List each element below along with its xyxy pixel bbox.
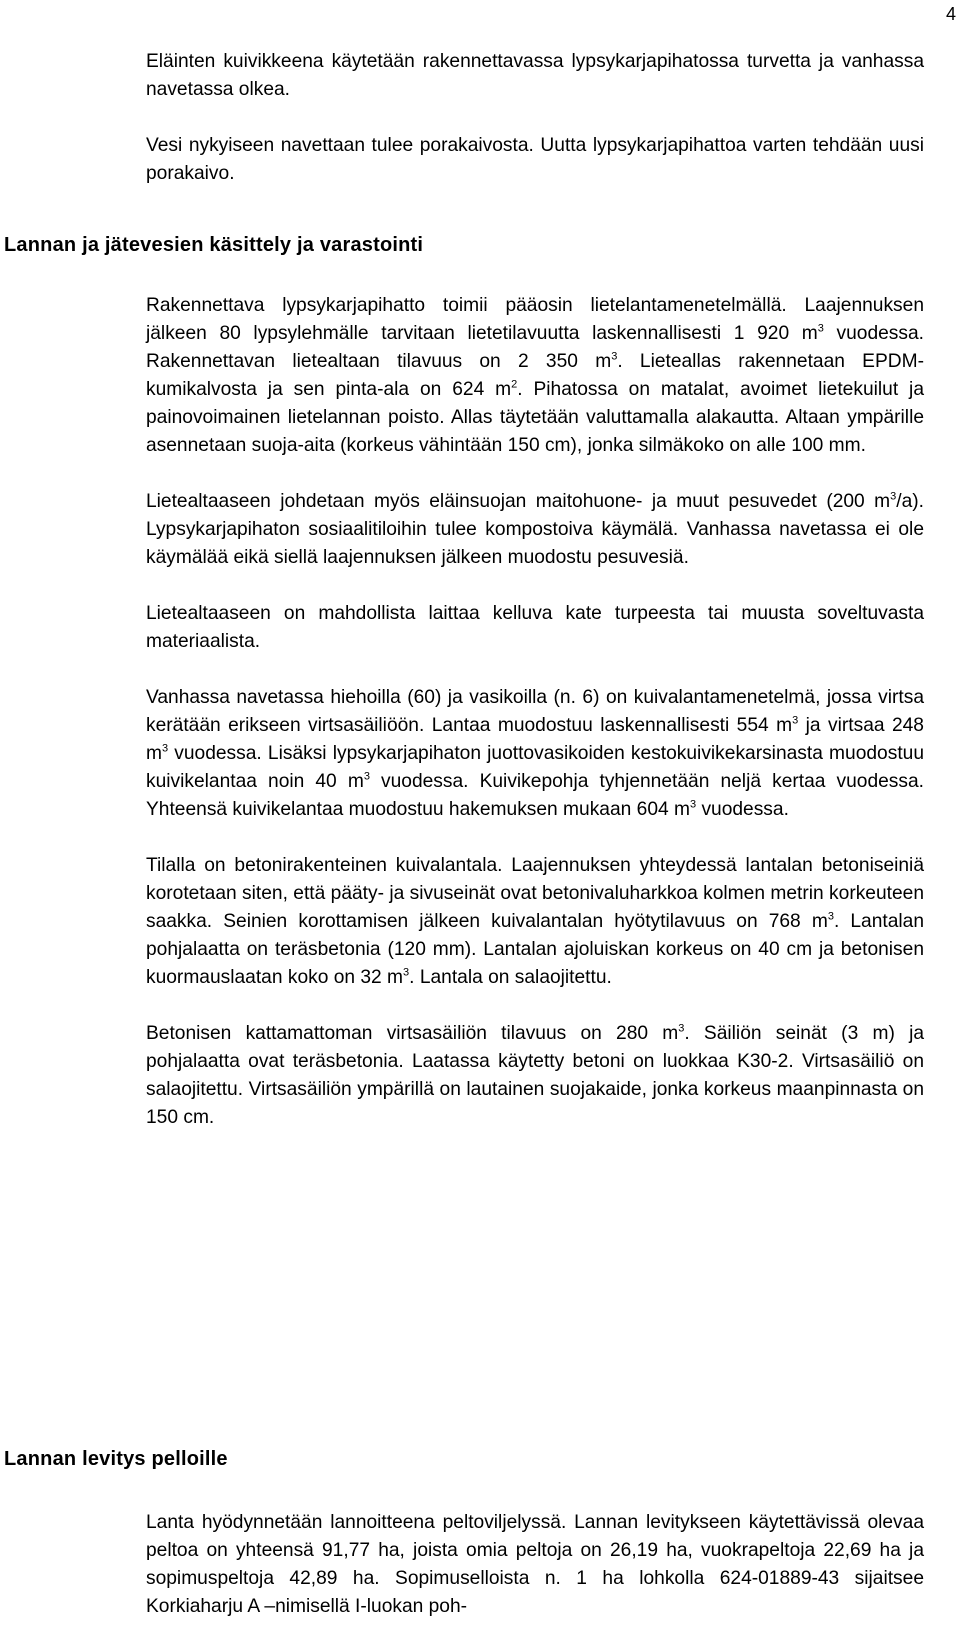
intro-block	[146, 48, 924, 188]
paragraph-bedding: Eläinten kuivikkeena käytetään rakennettavassa lypsykarjapihatossa turvetta ja vanhassa navetassa olkea.	[146, 51, 924, 100]
paragraph-urine-tank: Betonisen kattamattoman virtsasäiliön tilavuus on 280 $m^3$. Säiliön seinät (3 m) ja pohjalaatta ovat teräsbetonia. Laatassa käytetty betoni on luokkaa K30-2. Virtsasäiliö on salaojitettu. Virtsasäiliön ympärillä on lautainen suojakaide, jonka korkeus maanpinnasta on 150 cm.	[146, 1022, 925, 1128]
paragraph-water: Vesi nykyiseen navettaan tulee porakaivosta. Uutta lypsykarjapihattoa varten tehdään uusi porakaivo.	[146, 135, 924, 184]
paragraph-cover: Lietealtaaseen on mahdollista laittaa kelluva kate turpeesta tai muusta soveltuvasta materiaalista.	[146, 603, 924, 652]
paragraph-wastewater: Lietealtaaseen johdetaan myös eläinsuojan maitohuone- ja muut pesuvedet (200 $m^3/a$). Lypsykarjapihaton sosiaalitiloihin tulee kompostoiva käymälä. Vanhassa navetassa ei ole käymälää eikä siellä laajennuksen jälkeen muodostu pesuvesiä.	[146, 490, 924, 568]
page-number: 4	[945, 4, 956, 24]
paragraph-manure-store: Tilalla on betonirakenteinen kuivalantala. Laajennuksen yhteydessä lantalan betoniseiniä korotetaan siten, että pääty- ja sivuseinät ovat betonivaluharkkoa kolmen metrin korkeuteen saakka. Seinien korottamisen jälkeen kuivalantalan hyötytilavuus on 768 $m^3$. Lantalan pohjalaatta on teräsbetonia (120 mm). Lantalan ajoluiskan korkeus on 40 cm ja betonisen kuormauslaatan koko on 32 $m^3$. Lantala on salaojitettu.	[146, 855, 924, 988]
paragraph-dry-manure: Vanhassa navetassa hiehoilla (60) ja vasikoilla (n. 6) on kuivalantamenetelmä, jossa virtsa kerätään erikseen virtsasäiliöön. Lantaa muodostuu laskennallisesti 554 $m^3$ ja virtsaa 248 $m^3$ vuodessa. Lisäksi lypsykarjapihaton juottovasikoiden kestokuivikekarsinasta muodostuu kuivikelantaa noin 40 $m^3$ vuodessa. Kuivikepohja tyhjennetään neljä kertaa vuodessa. Yhteensä kuivikelantaa muodostuu hakemuksen mukaan 604 $m^3$ vuodessa.	[146, 687, 924, 820]
paragraph-slurry: Rakennettava lypsykarjapihatto toimii pääosin lietelantamenetelmällä. Laajennuksen jälkeen 80 lypsylehmälle tarvitaan lietetilavuutta laskennallisesti 1 920 $m^3$ vuodessa. Rakennettavan lietealtaan tilavuus on 2 350 $m^3$. Lieteallas rakennetaan EPDM-kumikalvosta ja sen pinta-ala on 624 $m^2$. Pihatossa on matalat, avoimet lietekuilut ja painovoimainen lietelannan poisto. Allas täytetään valuttamalla alakautta. Altaan ympärille asennetaan suoja-aita (korkeus vähintään 150 cm), jonka silmäkoko on alle 100 mm.	[146, 295, 925, 456]
section-heading-manure-storage: Lannan ja jätevesien käsittely ja varastointi	[4, 234, 424, 256]
spreading-block	[146, 1509, 924, 1621]
section-heading-spreading: Lannan levitys pelloille	[4, 1448, 228, 1470]
paragraph-fields: Lanta hyödynnetään lannoitteena peltoviljelyssä. Lannan levitykseen käytettävissä olevaa peltoa on yhteensä 91,77 ha, joista omia peltoja on 26,19 ha, vuokrapeltoja 22,69 ha ja sopimuspeltoja 42,89 ha. Sopimuselloista n. 1 ha lohkolla 624-01889-43 sijaitsee Korkiaharju A –nimisellä I-luokan poh-	[146, 1512, 924, 1617]
manure-storage-block	[146, 292, 924, 1132]
